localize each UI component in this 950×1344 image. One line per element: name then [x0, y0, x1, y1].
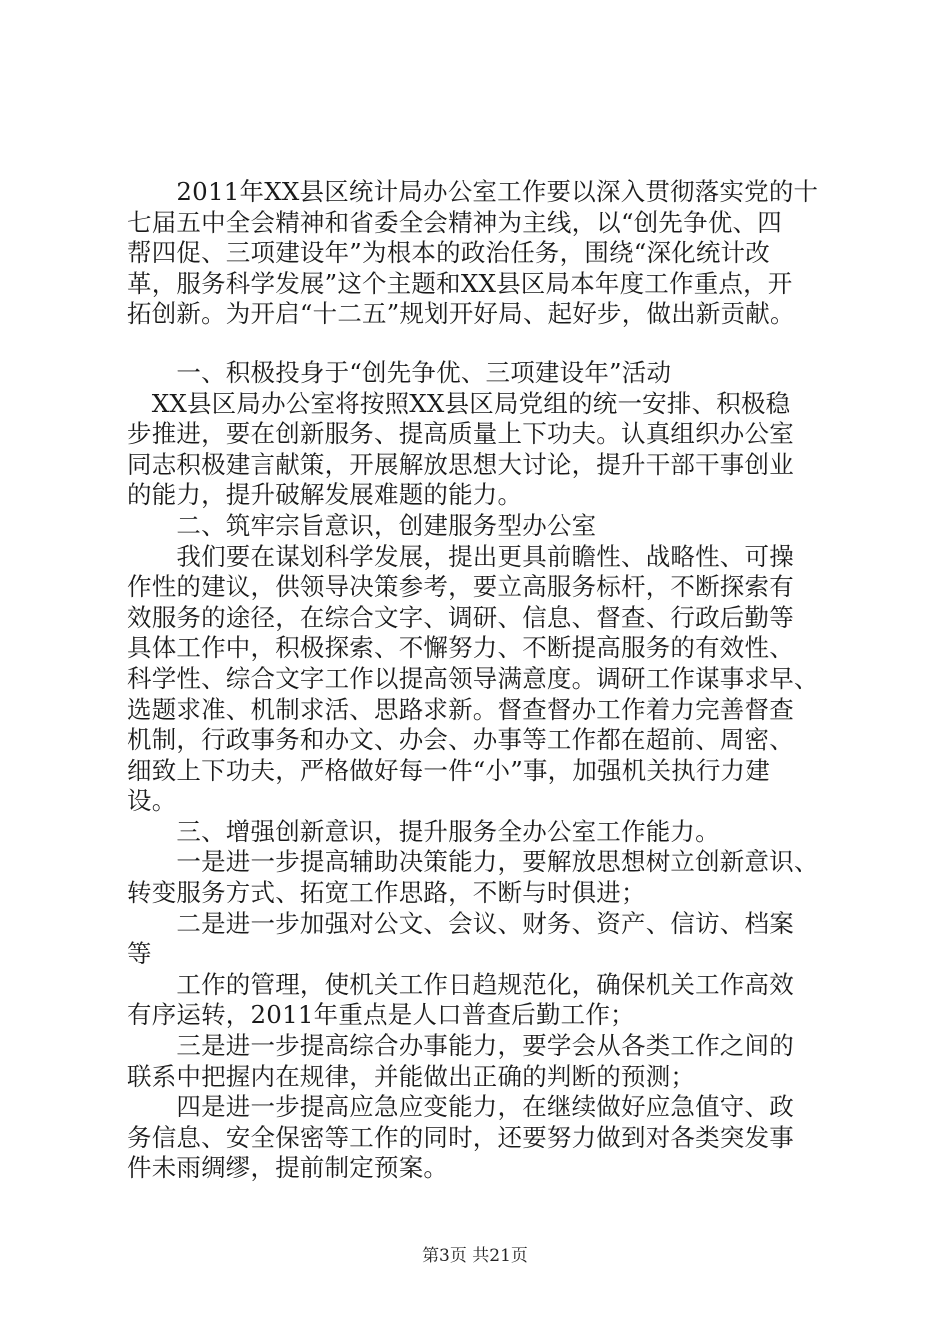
text-line: 的能力，提升破解发展难题的能力。 — [127, 480, 523, 510]
text-line: 效服务的途径，在综合文字、调研、信息、督查、行政后勤等 — [127, 602, 794, 632]
text-line: 作性的建议，供领导决策参考，要立高服务标杆，不断探索有 — [127, 572, 794, 602]
text-line: 等 — [127, 939, 152, 969]
text-line: 二是进一步加强对公文、会议、财务、资产、信访、档案 — [127, 908, 794, 938]
text-line: 革，服务科学发展”这个主题和XX县区局本年度工作重点，开 — [127, 268, 793, 298]
text-line: 务信息、安全保密等工作的同时，还要努力做到对各类突发事 — [127, 1122, 794, 1152]
text-line: 联系中把握内在规律，并能做出正确的判断的预测； — [127, 1061, 696, 1091]
main-content — [127, 358, 851, 1184]
text-line: 三是进一步提高综合办事能力，要学会从各类工作之间的 — [127, 1031, 794, 1061]
text-line: 七届五中全会精神和省委全会精神为主线，以“创先争优、四 — [127, 207, 782, 237]
text-line: 我们要在谋划科学发展，提出更具前瞻性、战略性、可操 — [127, 541, 794, 571]
text-line: 一是进一步提高辅助决策能力，要解放思想树立创新意识、 — [127, 847, 819, 877]
intro-paragraph — [127, 177, 851, 330]
text-line: 具体工作中，积极探索、不懈努力、不断提高服务的有效性、 — [127, 633, 794, 663]
section-heading-3: 三、增强创新意识，提升服务全办公室工作能力。 — [127, 816, 720, 846]
text-line: 有序运转，2011年重点是人口普查后勤工作； — [127, 1000, 635, 1030]
paragraph-gap — [127, 330, 851, 358]
section-heading-1: 一、积极投身于“创先争优、三项建设年”活动 — [127, 357, 672, 387]
text-line: 四是进一步提高应急应变能力，在继续做好应急值守、政 — [127, 1092, 794, 1122]
text-line: XX县区局办公室将按照XX县区局党组的统一安排、积极稳 — [127, 388, 791, 418]
text-line: 机制，行政事务和办文、办会、办事等工作都在超前、周密、 — [127, 725, 794, 755]
text-line: 工作的管理，使机关工作日趋规范化，确保机关工作高效 — [127, 969, 794, 999]
text-line: 步推进，要在创新服务、提高质量上下功夫。认真组织办公室 — [127, 419, 794, 449]
text-line: 科学性、综合文字工作以提高领导满意度。调研工作谋事求早、 — [127, 663, 819, 693]
text-line: 2011年XX县区统计局办公室工作要以深入贯彻落实党的十 — [127, 177, 819, 206]
page-number-footer: 第3页 共21页 — [422, 1246, 528, 1266]
text-line: 转变服务方式、拓宽工作思路，不断与时俱进； — [127, 878, 646, 908]
text-line: 件未雨绸缪，提前制定预案。 — [127, 1153, 449, 1183]
text-line: 选题求准、机制求活、思路求新。督查督办工作着力完善督查 — [127, 694, 794, 724]
text-line: 同志积极建言献策，开展解放思想大讨论，提升干部干事创业 — [127, 449, 794, 479]
document-body — [127, 177, 851, 1184]
text-line: 拓创新。为开启“十二五”规划开好局、起好步，做出新贡献。 — [127, 299, 795, 329]
text-line: 帮四促、三项建设年”为根本的政治任务，围绕“深化统计改 — [127, 238, 770, 268]
section-heading-2: 二、筑牢宗旨意识，创建服务型办公室 — [127, 510, 597, 540]
text-line: 细致上下功夫，严格做好每一件“小”事，加强机关执行力建 — [127, 755, 770, 785]
text-line: 设。 — [127, 786, 177, 816]
